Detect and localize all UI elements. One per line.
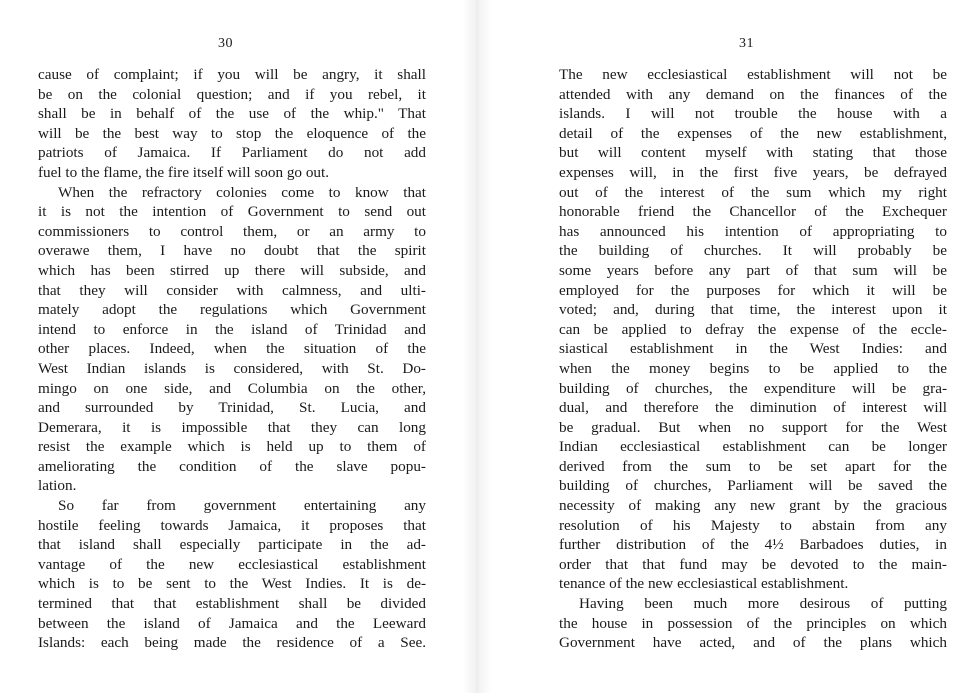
text-line: the house in possession of the principles on which — [559, 614, 947, 632]
text-line: detail of the expenses of the new establishment, — [559, 124, 947, 142]
text-line: resist the example which is held up to them of — [38, 438, 426, 456]
text-line: siastical establishment in the West Indies: and — [559, 340, 947, 358]
text-line: will be the best way to stop the eloquence of the — [38, 124, 426, 142]
text-line: be on the colonial question; and if you rebel, it — [38, 85, 426, 103]
text-line: mingo on one side, and Columbia on the other, — [38, 379, 426, 397]
text-line: which has been stirred up there will subside, and — [38, 261, 426, 279]
text-line: overawe them, I have no doubt that the spirit — [38, 242, 426, 260]
text-line: further distribution of the 4½ Barbadoes duties, in — [559, 536, 947, 554]
text-line: resolution of his Majesty to abstain from any — [559, 516, 947, 534]
text-line: but will content myself with stating that those — [559, 144, 947, 162]
text-line: voted; and, during that time, the interest upon it — [559, 301, 947, 319]
text-line: The new ecclesiastical establishment will not be — [559, 66, 947, 83]
text-line: that island shall especially participate in the ad- — [38, 536, 426, 554]
text-line: patriots of Jamaica. If Parliament do not add — [38, 144, 426, 162]
page-number: 31 — [739, 36, 754, 51]
text-line: honorable friend the Chancellor of the Exchequer — [559, 203, 947, 221]
text-line: intend to enforce in the island of Trinidad and — [38, 320, 426, 338]
text-line: employed for the purposes for which it will be — [559, 281, 947, 299]
text-line: Having been much more desirous of putting — [579, 595, 947, 613]
text-line: that they will consider with calmness, and ulti- — [38, 281, 426, 299]
text-line: Government have acted, and of the plans which — [559, 634, 947, 652]
text-line: necessity of making any new grant by the gracious — [559, 497, 947, 515]
page-number: 30 — [218, 36, 233, 51]
text-line: expenses will, in the first five years, be defrayed — [559, 163, 947, 181]
book-gutter — [462, 0, 492, 693]
text-line: islands. I will not trouble the house with a — [559, 105, 947, 123]
left-page — [0, 0, 465, 693]
text-line: cause of complaint; if you will be angry, it shall — [38, 66, 426, 83]
text-line: has announced his intention of appropriating to — [559, 222, 947, 240]
text-line: mately adopt the regulations which Government — [38, 301, 426, 319]
right-page-text — [559, 65, 947, 653]
text-line: commissioners to control them, or an army to — [38, 222, 426, 240]
text-line: derived from the sum to be set apart for the — [559, 457, 947, 475]
text-line: Indian ecclesiastical establishment can be longer — [559, 438, 947, 456]
text-line: order that that fund may be devoted to the main- — [559, 555, 947, 573]
text-line: Demerara, it is impossible that they can long — [38, 418, 426, 436]
text-line: termined that that establishment shall be divided — [38, 595, 426, 613]
left-page-text — [38, 65, 426, 653]
right-page — [490, 0, 980, 693]
text-line: shall be in behalf of the use of the whip." That — [38, 105, 426, 123]
text-line: lation. — [38, 477, 77, 495]
text-line: West Indian islands is considered, with St. Do- — [38, 359, 426, 377]
text-line: dual, and therefore the diminution of interest will — [559, 399, 947, 417]
text-line: building of churches, Parliament will be saved the — [559, 477, 947, 495]
text-line: hostile feeling towards Jamaica, it proposes that — [38, 516, 426, 534]
text-line: So far from government entertaining any — [58, 497, 426, 515]
text-line: can be applied to defray the expense of the eccle- — [559, 320, 947, 338]
text-line: building of churches, the expenditure will be gra- — [559, 379, 947, 397]
text-line: the building of churches. It will probably be — [559, 242, 947, 260]
text-line: some years before any part of that sum will be — [559, 261, 947, 279]
text-line: when the money begins to be applied to the — [559, 359, 947, 377]
text-line: out of the interest of the sum which my right — [559, 183, 947, 201]
text-line: between the island of Jamaica and the Leeward — [38, 614, 426, 632]
text-line: it is not the intention of Government to send out — [38, 203, 426, 221]
text-line: vantage of the new ecclesiastical establishment — [38, 555, 426, 573]
text-line: and surrounded by Trinidad, St. Lucia, and — [38, 399, 426, 417]
text-line: fuel to the flame, the fire itself will soon go out. — [38, 163, 330, 181]
text-line: tenance of the new ecclesiastical establishment. — [559, 575, 849, 593]
text-line: When the refractory colonies come to know that — [58, 183, 426, 201]
text-line: Islands: each being made the residence of a See. — [38, 634, 426, 652]
text-line: attended with any demand on the finances of the — [559, 85, 947, 103]
text-line: ameliorating the condition of the slave popu- — [38, 457, 426, 475]
text-line: other places. Indeed, when the situation of the — [38, 340, 426, 358]
text-line: be gradual. But when no support for the West — [559, 418, 947, 436]
text-line: which is to be sent to the West Indies. It is de- — [38, 575, 426, 593]
